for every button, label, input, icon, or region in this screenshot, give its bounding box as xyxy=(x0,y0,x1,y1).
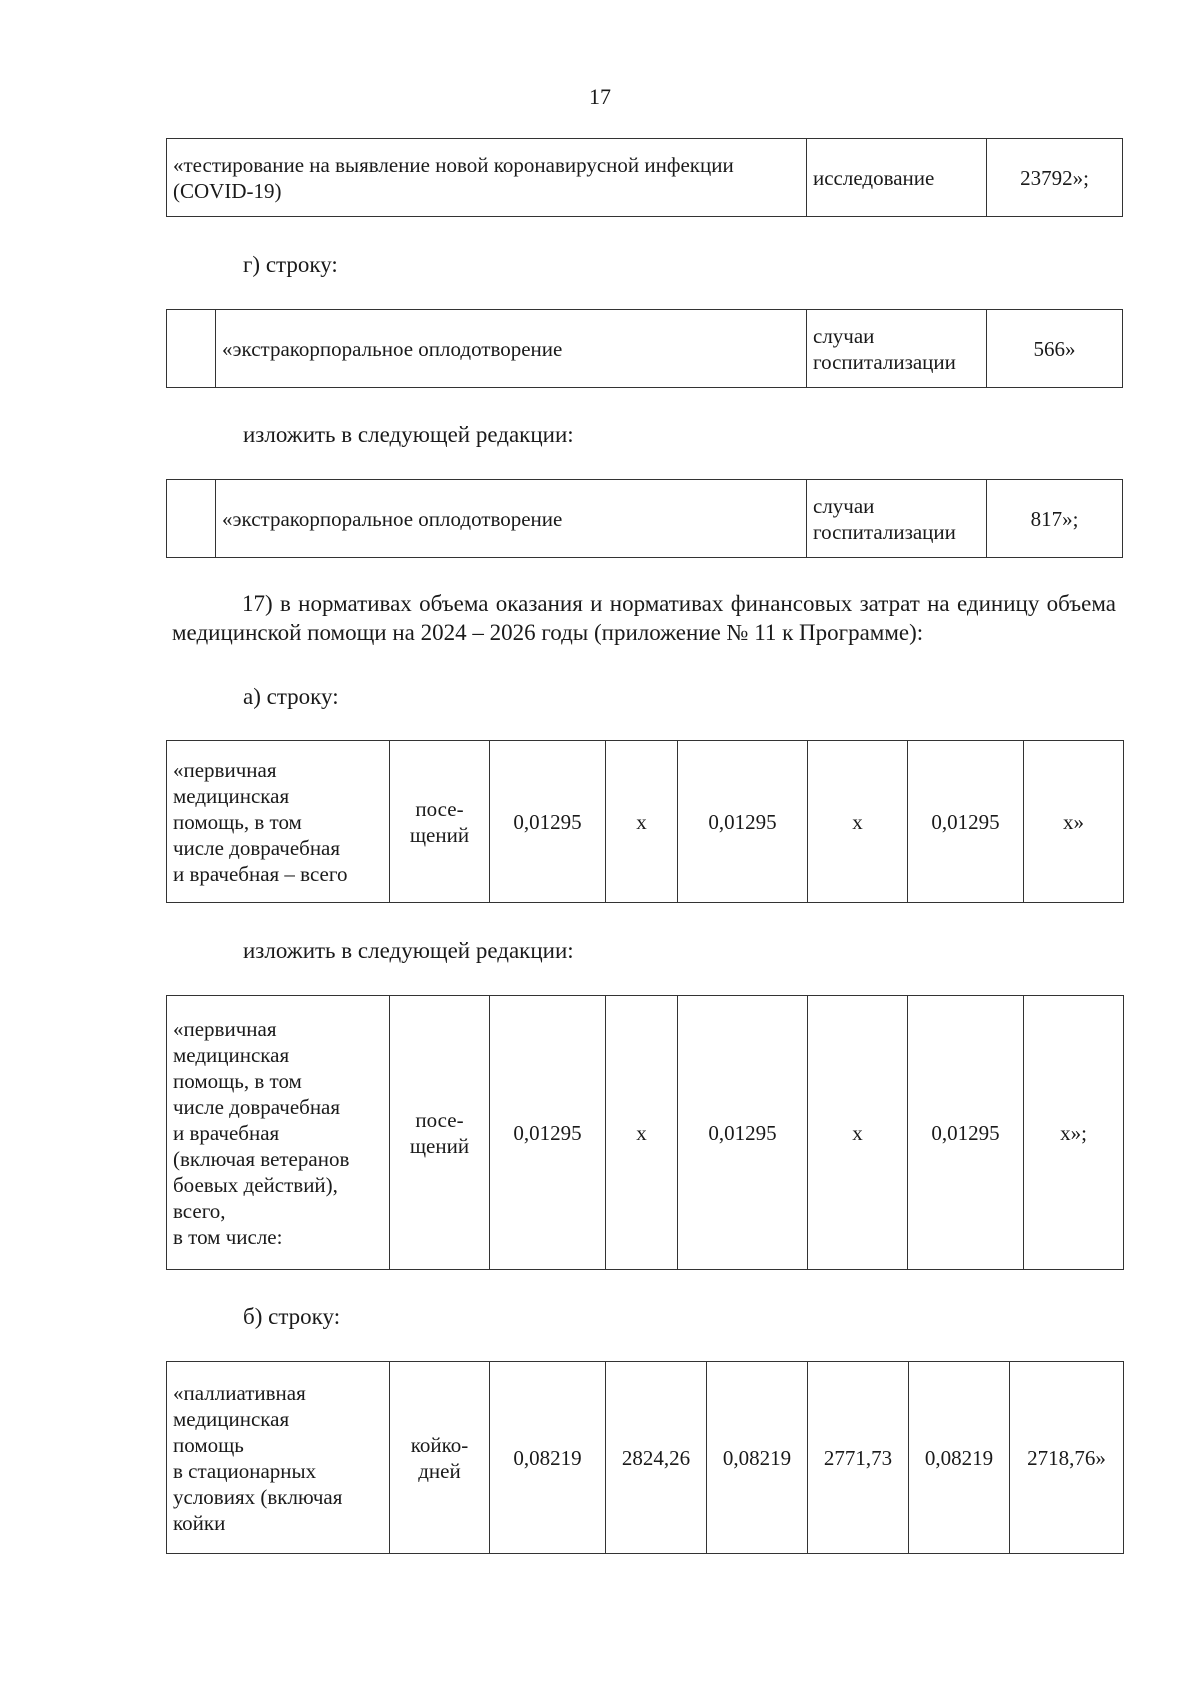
table-cell-value: х xyxy=(606,996,678,1270)
name-line: «паллиативная xyxy=(173,1380,306,1405)
table-cell-unit: исследование xyxy=(807,139,987,217)
unit-line: госпитализации xyxy=(813,349,956,374)
name-line: боевых действий), xyxy=(173,1172,338,1197)
table-cell-value: 0,01295 xyxy=(908,996,1024,1270)
table-cell-value: 566» xyxy=(987,310,1123,388)
name-line: медицинская xyxy=(173,1042,290,1067)
table-cell-empty xyxy=(167,480,216,558)
unit-line: щений xyxy=(409,1133,470,1158)
table-cell-unit xyxy=(807,480,987,558)
table-cell-value: х xyxy=(808,996,908,1270)
name-line: «первичная xyxy=(173,1016,277,1041)
table-cell-name xyxy=(167,741,390,903)
paragraph-g: г) строку: xyxy=(243,252,338,277)
table-cell-value: 2718,76» xyxy=(1010,1362,1124,1554)
name-line: и врачебная – всего xyxy=(173,861,348,886)
table-cell-value: 0,08219 xyxy=(707,1362,808,1554)
name-line: медицинская xyxy=(173,783,290,808)
table-cell-value: 0,01295 xyxy=(490,996,606,1270)
table-cell-value: 0,01295 xyxy=(678,996,808,1270)
page-number: 17 xyxy=(589,84,611,109)
table-cell-value: 0,08219 xyxy=(909,1362,1010,1554)
table-cell-empty xyxy=(167,310,216,388)
unit-line: посе- xyxy=(415,1107,464,1132)
unit-line: щений xyxy=(409,822,470,847)
table-primary-care-old xyxy=(166,740,1124,903)
table-covid-testing xyxy=(166,138,1123,217)
table-cell-value: 23792»; xyxy=(987,139,1123,217)
name-line: помощь, в том xyxy=(173,809,302,834)
name-line: числе доврачебная xyxy=(173,835,341,860)
unit-line: случаи xyxy=(813,493,875,518)
paragraph-a: а) строку: xyxy=(243,684,339,709)
unit-line: случаи xyxy=(813,323,875,348)
table-cell-value: 817»; xyxy=(987,480,1123,558)
unit-line: дней xyxy=(418,1458,461,1483)
table-eco-old xyxy=(166,309,1123,388)
table-cell-name xyxy=(167,1362,390,1554)
table-cell-value: 0,01295 xyxy=(908,741,1024,903)
table-cell-value: 0,01295 xyxy=(678,741,808,903)
table-cell-value: х»; xyxy=(1024,996,1124,1270)
table-cell-name: «тестирование на выявление новой коронавирусной инфекции (COVID-19) xyxy=(167,139,807,217)
table-cell-unit xyxy=(390,996,490,1270)
table-cell-value: 2771,73 xyxy=(808,1362,909,1554)
table-primary-care-new xyxy=(166,995,1124,1270)
unit-line: посе- xyxy=(415,796,464,821)
name-line: медицинская xyxy=(173,1406,290,1431)
name-line: числе доврачебная xyxy=(173,1094,341,1119)
table-palliative-care xyxy=(166,1361,1124,1554)
name-line: (включая ветеранов xyxy=(173,1146,350,1171)
name-line: койки xyxy=(173,1510,226,1535)
table-cell-name xyxy=(167,996,390,1270)
table-cell-value: 0,08219 xyxy=(490,1362,606,1554)
name-line: в том числе: xyxy=(173,1224,283,1249)
unit-line: койко- xyxy=(410,1432,469,1457)
paragraph-replace-2: изложить в следующей редакции: xyxy=(243,938,574,963)
table-cell-name: «экстракорпоральное оплодотворение xyxy=(216,310,807,388)
name-line: условиях (включая xyxy=(173,1484,343,1509)
name-line: в стационарных xyxy=(173,1458,317,1483)
unit-line: госпитализации xyxy=(813,519,956,544)
table-cell-value: х xyxy=(606,741,678,903)
name-line: и врачебная xyxy=(173,1120,280,1145)
table-cell-unit xyxy=(390,1362,490,1554)
table-cell-value: х xyxy=(808,741,908,903)
name-line: «первичная xyxy=(173,757,277,782)
table-cell-unit xyxy=(390,741,490,903)
name-line: всего, xyxy=(173,1198,226,1223)
table-cell-value: 0,01295 xyxy=(490,741,606,903)
paragraph-replace-1: изложить в следующей редакции: xyxy=(243,422,574,447)
name-line: помощь, в том xyxy=(173,1068,302,1093)
table-cell-value: 2824,26 xyxy=(606,1362,707,1554)
name-line: помощь xyxy=(173,1432,244,1457)
paragraph-b: б) строку: xyxy=(243,1304,341,1329)
paragraph-17: 17) в нормативах объема оказания и нормативах финансовых затрат на единицу объема медицинской помощи на 2024 – 2026 годы (приложение № 11 к Программе): xyxy=(172,591,1116,645)
table-cell-unit xyxy=(807,310,987,388)
table-eco-new xyxy=(166,479,1123,558)
table-cell-value: х» xyxy=(1024,741,1124,903)
table-cell-name: «экстракорпоральное оплодотворение xyxy=(216,480,807,558)
